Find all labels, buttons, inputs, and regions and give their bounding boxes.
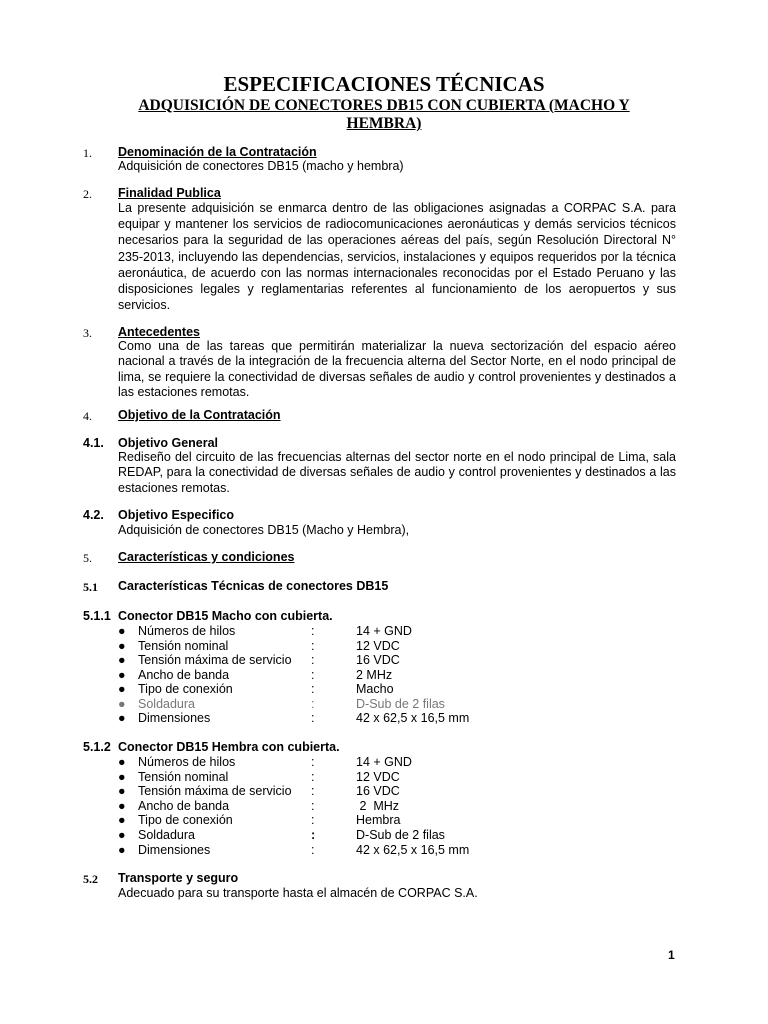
spec-value: 16 VDC bbox=[356, 784, 400, 798]
spec-colon: : bbox=[311, 653, 315, 667]
bullet-icon: ● bbox=[118, 843, 126, 857]
spec-label: Números de hilos bbox=[138, 755, 236, 769]
section-5-2-number: 5.2 bbox=[83, 872, 98, 886]
spec-label: Dimensiones bbox=[138, 843, 211, 857]
section-1-number: 1. bbox=[83, 146, 92, 160]
section-3-text: Como una de las tareas que permitirán materializar la nueva sectorización del espacio aéreo nacional a través de la integración de la frecuencia alterna del Sector Norte, en el nodo principal de lima, se requiere la conectividad de diversas señales de audio y control provenientes y destinados a las estaciones remotas. bbox=[118, 339, 676, 399]
spec-value: 14 + GND bbox=[356, 624, 412, 638]
document-subtitle: ADQUISICIÓN DE CONECTORES DB15 CON CUBIERTA (MACHO Y HEMBRA) bbox=[138, 97, 630, 132]
bullet-icon: ● bbox=[118, 682, 126, 696]
spec-value: 42 x 62,5 x 16,5 mm bbox=[356, 843, 470, 857]
bullet-icon: ● bbox=[118, 639, 126, 653]
bullet-icon: ● bbox=[118, 828, 126, 842]
bullet-icon: ● bbox=[118, 624, 126, 638]
spec-colon: : bbox=[311, 711, 315, 725]
section-4-number: 4. bbox=[83, 409, 92, 423]
section-4-2-heading: Objetivo Especifico bbox=[118, 508, 235, 522]
spec-item bbox=[118, 843, 518, 858]
section-1-text: Adquisición de conectores DB15 (macho y hembra) bbox=[118, 159, 404, 173]
section-5-number: 5. bbox=[83, 551, 92, 565]
section-5-1-2-number: 5.1.2 bbox=[83, 740, 111, 754]
spec-colon: : bbox=[311, 828, 316, 842]
section-4-heading: Objetivo de la Contratación bbox=[118, 408, 281, 422]
spec-colon: : bbox=[311, 843, 315, 857]
spec-item bbox=[118, 653, 518, 668]
section-1-heading: Denominación de la Contratación bbox=[118, 145, 317, 159]
spec-label: Tipo de conexión bbox=[138, 813, 233, 827]
spec-value: 12 VDC bbox=[356, 639, 400, 653]
spec-value: D-Sub de 2 filas bbox=[356, 697, 445, 711]
bullet-icon: ● bbox=[118, 711, 126, 725]
section-4-2-text: Adquisición de conectores DB15 (Macho y Hembra), bbox=[118, 523, 410, 537]
section-2-number: 2. bbox=[83, 187, 92, 201]
spec-item bbox=[118, 784, 518, 799]
spec-colon: : bbox=[311, 682, 315, 696]
spec-label: Tensión nominal bbox=[138, 770, 229, 784]
section-4-1-heading: Objetivo General bbox=[118, 436, 219, 450]
spec-value: 14 + GND bbox=[356, 755, 412, 769]
document-title: ESPECIFICACIONES TÉCNICAS bbox=[223, 72, 545, 96]
spec-item bbox=[118, 755, 518, 770]
spec-label: Dimensiones bbox=[138, 711, 211, 725]
spec-label: Ancho de banda bbox=[138, 799, 230, 813]
spec-colon: : bbox=[311, 799, 315, 813]
spec-item bbox=[118, 639, 518, 654]
spec-label: Tensión máxima de servicio bbox=[138, 784, 292, 798]
bullet-icon: ● bbox=[118, 770, 126, 784]
spec-item bbox=[118, 770, 518, 785]
section-5-2-heading: Transporte y seguro bbox=[118, 871, 239, 885]
spec-item bbox=[118, 624, 518, 639]
section-5-2-text: Adecuado para su transporte hasta el almacén de CORPAC S.A. bbox=[118, 886, 478, 900]
spec-value: 2 MHz bbox=[356, 799, 400, 813]
spec-value: D-Sub de 2 filas bbox=[356, 828, 445, 842]
bullet-icon: ● bbox=[118, 813, 126, 827]
bullet-icon: ● bbox=[118, 799, 126, 813]
spec-label: Tensión nominal bbox=[138, 639, 229, 653]
spec-value: Macho bbox=[356, 682, 394, 696]
spec-colon: : bbox=[311, 624, 315, 638]
section-5-heading: Características y condiciones bbox=[118, 550, 295, 564]
section-4-2-number: 4.2. bbox=[83, 508, 104, 522]
section-5-1-heading: Características Técnicas de conectores DB15 bbox=[118, 579, 389, 593]
section-3-heading: Antecedentes bbox=[118, 325, 200, 339]
spec-label: Números de hilos bbox=[138, 624, 236, 638]
spec-item bbox=[118, 711, 518, 726]
spec-item bbox=[118, 682, 518, 697]
page-number: 1 bbox=[668, 948, 675, 962]
spec-value: 12 VDC bbox=[356, 770, 400, 784]
spec-item bbox=[118, 697, 518, 712]
section-2-text: La presente adquisición se enmarca dentro de las obligaciones asignadas a CORPAC S.A. para equipar y mantener los servicios de radiocomunicaciones aeronáuticas y demás servicios técnicos necesarios para la seguridad de las operaciones aéreas del país, según Resolución Directoral N° 235-2013, incluyendo las dependencias, servicios, instalaciones y equipos requeridos por la técnica aeronáutica, de acuerdo con las normas internacionales reconocidas por el Estado Peruano y las disposiciones legales y reglamentarias referentes al funcionamiento de los aeropuertos y sus servicios. bbox=[118, 201, 676, 313]
spec-colon: : bbox=[311, 755, 315, 769]
section-3-number: 3. bbox=[83, 326, 92, 340]
bullet-icon: ● bbox=[118, 653, 126, 667]
spec-label: Soldadura bbox=[138, 697, 195, 711]
spec-colon: : bbox=[311, 639, 315, 653]
section-4-1-text: Rediseño del circuito de las frecuencias alternas del sector norte en el nodo principal de Lima, sala REDAP, para la conectividad de diversas señales de audio y control provenientes y destinados a las estaciones remotas. bbox=[118, 450, 676, 495]
section-5-1-1-heading: Conector DB15 Macho con cubierta. bbox=[118, 609, 333, 623]
spec-label: Ancho de banda bbox=[138, 668, 230, 682]
spec-item bbox=[118, 828, 518, 843]
section-4-1-number: 4.1. bbox=[83, 436, 104, 450]
spec-value: Hembra bbox=[356, 813, 401, 827]
bullet-icon: ● bbox=[118, 697, 126, 711]
section-2-heading: Finalidad Publica bbox=[118, 186, 221, 200]
section-5-1-2-heading: Conector DB15 Hembra con cubierta. bbox=[118, 740, 340, 754]
spec-colon: : bbox=[311, 697, 315, 711]
spec-label: Soldadura bbox=[138, 828, 195, 842]
bullet-icon: ● bbox=[118, 755, 126, 769]
spec-value: 42 x 62,5 x 16,5 mm bbox=[356, 711, 470, 725]
spec-item bbox=[118, 668, 518, 683]
spec-item bbox=[118, 799, 518, 814]
spec-value: 16 VDC bbox=[356, 653, 400, 667]
section-5-1-number: 5.1 bbox=[83, 580, 98, 594]
bullet-icon: ● bbox=[118, 668, 126, 682]
spec-colon: : bbox=[311, 770, 315, 784]
spec-colon: : bbox=[311, 668, 315, 682]
section-5-1-1-number: 5.1.1 bbox=[83, 609, 111, 623]
bullet-icon: ● bbox=[118, 784, 126, 798]
spec-value: 2 MHz bbox=[356, 668, 393, 682]
spec-label: Tensión máxima de servicio bbox=[138, 653, 292, 667]
spec-label: Tipo de conexión bbox=[138, 682, 233, 696]
spec-colon: : bbox=[311, 784, 315, 798]
spec-item bbox=[118, 813, 518, 828]
spec-colon: : bbox=[311, 813, 315, 827]
